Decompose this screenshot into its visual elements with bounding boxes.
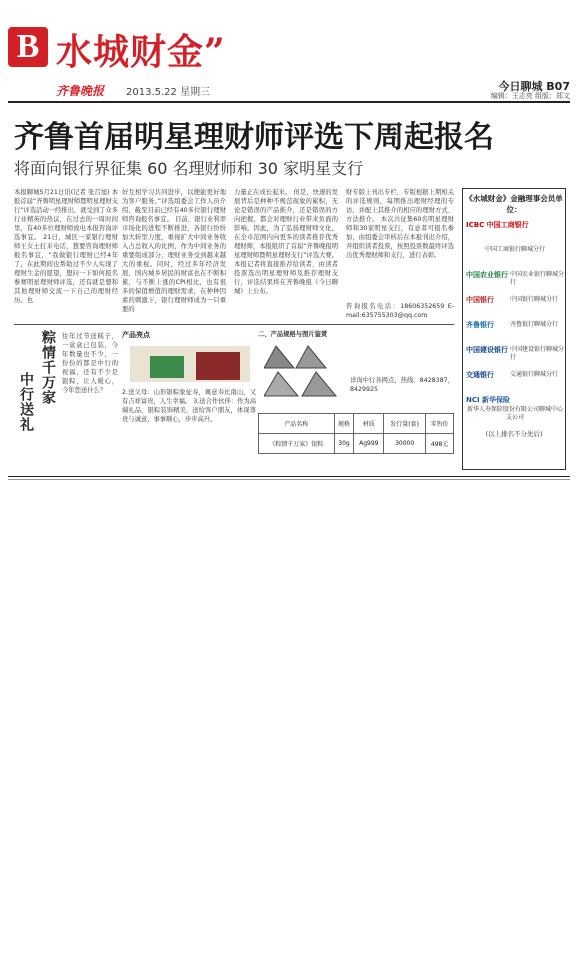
sponsor-footer: (以上排名不分先后) — [485, 430, 543, 438]
header-rule — [8, 101, 570, 103]
article-column-3: 力量正在成长起来。 但是，快速的发展背后是种种不规范现象的累积，无论是错误的产品推介，还是错误的方向把握，都会对理财行业带来负面的影响。因此，为了弘扬理财师文化，在全市范围内向更多的读者推荐优秀理财师，本报组织了首届“齐鲁晚报明星理财师暨明星理财支行”评选大赛。 本报记者将直接推荐给读者，由读者投票选出明星理财师及推荐理财支行，评选结果将在齐鲁晚报《今日聊城》上公布。 — [234, 189, 338, 295]
sponsor-item: 齐鲁银行 齐鲁银行聊城分行 — [466, 321, 559, 329]
image-caption: 二、产品规格与图片鉴赏 — [258, 331, 328, 338]
people-photo — [196, 352, 240, 380]
contact-info: 咨询报名电话：18606352659 E-mail:635755303@qq.com — [346, 303, 454, 319]
sponsor-title: 《水城财金》金融理事会员单位： — [465, 194, 563, 214]
sponsor-item: 交通银行 交通银行聊城分行 — [466, 371, 559, 379]
feature-title-right: 粽情千万家 — [40, 330, 56, 405]
section-logo: B — [8, 27, 48, 67]
rice-dumpling-gift-box — [150, 356, 184, 378]
sponsor-item: 中国工商银行聊城分行 — [484, 246, 545, 253]
sponsor-item: NCI 新华保险 新华人寿保险股份有限公司聊城中心支公司 — [466, 396, 563, 421]
qilu-bank-logo-icon: 齐鲁银行 — [466, 321, 494, 329]
table-row: 《粽情千万家》银粽 30g Ag999 30000 498元 — [259, 434, 454, 454]
sponsor-item — [466, 218, 562, 240]
article-column-2: 好互相学习共同进步，以便能更好地为客户服务。”评选组委会工作人员介绍，截至目前已经有40多位银行理财师咨询报名事宜。 目前，银行业利率市场化的进程不断推进，各银行纷纷加大转型力度，重视扩大中间业务收入占总收入的比例，作为中间业务的重要组成部分，理财业务受到越来越大的重视。同时，经过多年经济发展，国内城乡居民的财富也在不断积累，与不断上涨的CPI相比，也有很多的保值增值的理财需求，在种种因素的刺激下，银行理财师成为一只重要的 — [122, 189, 226, 313]
abc-logo-icon: 中国农业银行 — [466, 271, 508, 279]
subheadline: 将面向银行界征集 60 名理财师和 30 家明星支行 — [14, 159, 364, 178]
masthead — [8, 22, 570, 72]
paper-name: 齐鲁晚报 — [56, 84, 105, 98]
bocom-logo-icon: 交通银行 — [466, 371, 494, 379]
table-header-row: 产品名称 规格 材质 发行量(套) 零售价 — [259, 414, 454, 434]
nci-logo-icon: NCI 新华保险 — [466, 396, 511, 404]
boc-logo-icon: 中国银行 — [466, 296, 494, 304]
silver-dumpling-images — [264, 342, 340, 398]
feature-title-left: 中行送礼 — [18, 372, 34, 432]
headline: 齐鲁首届明星理财师评选下周起报名 — [14, 120, 494, 155]
sponsor-item: 中国银行 中国银行聊城分行 — [466, 296, 559, 304]
section-divider — [14, 324, 454, 325]
icbc-logo-icon: ICBC 中国工商银行 — [466, 221, 529, 229]
product-highlight: 产品亮点 — [122, 331, 150, 339]
article-column-4: 财专版上刊出专栏，专版根据上期相关的评选规则，每期推出理财经理的专访，并配上其推介的相应的理财方式、方法推介。 本次共征集60名明星理财师和30家明星支行，有意者可报名参加，由组委会审核后在本报刊出介绍，并组织读者投票，按照投票数最终评选出优秀理财师和支行，进行表彰。 — [346, 189, 454, 259]
article-column-1: 本报聊城5月21日讯(记者 张召旭) 本报首届“齐鲁明星理财师暨明星理财支行”评选活动一经推出，就受到了众多行业精英的热议，在过去的一周时间里，有40多位理财师致电本报咨询评选事宜。 21日，城区一家银行理财师王女士打来电话，想要咨询理财师报名事宜，“我做银行理财已经4年了，在此期间也帮助过不少人实现了理财生金的愿望，想问一下如何报名参赛明星理财师评选，还有就是想和其他理财师交流一下自己的理财经历。也 — [14, 189, 118, 304]
feature-contact: 详询中行各网点，热线：8428387，8429925 — [350, 377, 454, 393]
editors: 编辑：王志亮 组版：郑文 — [490, 92, 570, 100]
sponsor-item: 中国建设银行 中国建设银行聊城分行 — [466, 346, 565, 361]
product-detail: 2.送父母：山形银粽象征寿，寓意寿比南山，又有吉祥富贵，人生幸福。 3.送合作伙伴：作为高端礼品，银粽装饰精美，送给客户朋友，体现尊贵与诚意，事事顺心，步步高升。 — [122, 389, 256, 423]
section-title: 水城财金” — [56, 31, 226, 73]
page-bottom-rule — [8, 476, 570, 477]
ccb-logo-icon: 中国建设银行 — [466, 346, 508, 354]
sponsor-box — [462, 188, 566, 470]
feature-title — [14, 330, 58, 460]
feature-body: 往年过节送糕子，一盒盒已包装，今年数量也不少，一份份的都是中行的祝福，还有不少是银粽，让人暖心，今年您送什么？ — [62, 333, 118, 394]
product-table — [258, 413, 454, 454]
sponsor-item: 中国农业银行 中国农业银行聊城分行 — [466, 271, 565, 286]
issue-date: 2013.5.22 星期三 — [126, 87, 211, 98]
page-id: 今日聊城 B07 — [498, 80, 570, 93]
page-bottom-rule-thin — [8, 479, 570, 480]
page-meta — [8, 80, 570, 102]
